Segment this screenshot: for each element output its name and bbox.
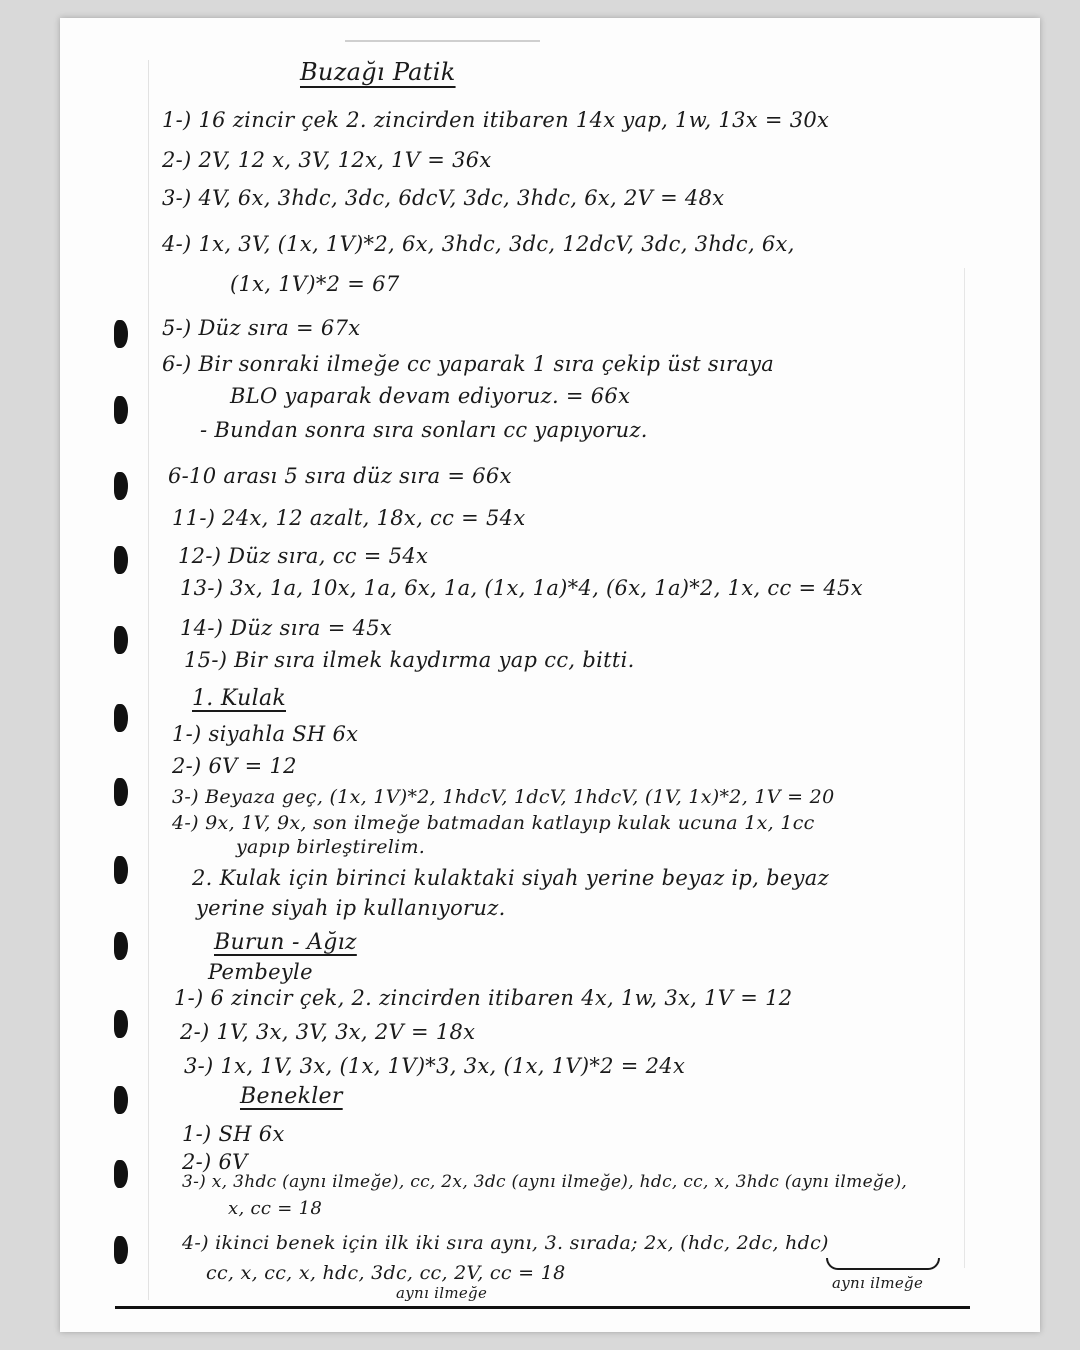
section-heading-spots: Benekler <box>240 1084 343 1109</box>
pattern-row-continued: (1x, 1V)*2 = 67 <box>230 272 400 296</box>
annotation-note: aynı ilmeğe <box>396 1284 488 1302</box>
binder-hole-icon <box>114 1010 128 1038</box>
binder-hole-icon <box>114 1236 128 1264</box>
binder-hole-icon <box>114 472 128 500</box>
pattern-row: 1-) 16 zincir çek 2. zincirden itibaren 14x yap, 1w, 13x = 30x <box>162 108 830 132</box>
binder-hole-icon <box>114 320 128 348</box>
left-margin-line <box>148 60 149 1300</box>
binder-hole-icon <box>114 1160 128 1188</box>
spots-row: 2-) 6V <box>182 1150 248 1174</box>
ear-note: 2. Kulak için birinci kulaktaki siyah yerine beyaz ip, beyaz <box>192 866 829 890</box>
nose-row: 3-) 1x, 1V, 3x, (1x, 1V)*3, 3x, (1x, 1V)*2 = 24x <box>184 1054 686 1078</box>
pattern-row: 14-) Düz sıra = 45x <box>180 616 393 640</box>
pattern-row: 3-) 4V, 6x, 3hdc, 3dc, 6dcV, 3dc, 3hdc, 6x, 2V = 48x <box>162 186 725 210</box>
binder-hole-icon <box>114 396 128 424</box>
pattern-row: 5-) Düz sıra = 67x <box>162 316 361 340</box>
pattern-row: 4-) 1x, 3V, (1x, 1V)*2, 6x, 3hdc, 3dc, 12dcV, 3dc, 3hdc, 6x, <box>162 232 795 256</box>
ear-note-continued: yerine siyah ip kullanıyoruz. <box>196 896 506 920</box>
bottom-rule <box>115 1306 970 1309</box>
ear-row: 3-) Beyaza geç, (1x, 1V)*2, 1hdcV, 1dcV, 1hdcV, (1V, 1x)*2, 1V = 20 <box>172 786 835 808</box>
binder-hole-icon <box>114 778 128 806</box>
spots-row-continued: cc, x, cc, x, hdc, 3dc, cc, 2V, cc = 18 <box>206 1262 566 1284</box>
pattern-row: 2-) 2V, 12 x, 3V, 12x, 1V = 36x <box>162 148 492 172</box>
binder-hole-icon <box>114 626 128 654</box>
spots-row-continued: x, cc = 18 <box>228 1198 323 1219</box>
brace-mark <box>826 1258 940 1270</box>
binder-hole-icon <box>114 932 128 960</box>
pattern-row: 6-10 arası 5 sıra düz sıra = 66x <box>168 464 512 488</box>
pattern-row: 6-) Bir sonraki ilmeğe cc yaparak 1 sıra çekip üst sıraya <box>162 352 775 376</box>
pattern-note: - Bundan sonra sıra sonları cc yapıyoruz. <box>200 418 648 442</box>
nose-row: 2-) 1V, 3x, 3V, 3x, 2V = 18x <box>180 1020 476 1044</box>
annotation-note: aynı ilmeğe <box>832 1274 924 1292</box>
ear-row: 4-) 9x, 1V, 9x, son ilmeğe batmadan katlayıp kulak ucuna 1x, 1cc <box>172 812 815 834</box>
pattern-row: 13-) 3x, 1a, 10x, 1a, 6x, 1a, (1x, 1a)*4, (6x, 1a)*2, 1x, cc = 45x <box>180 576 863 600</box>
section-heading-nose: Burun - Ağız <box>214 930 357 955</box>
binder-hole-icon <box>114 856 128 884</box>
pattern-row: 15-) Bir sıra ilmek kaydırma yap cc, bitti. <box>184 648 635 672</box>
binder-hole-icon <box>114 704 128 732</box>
spots-row: 3-) x, 3hdc (aynı ilmeğe), cc, 2x, 3dc (aynı ilmeğe), hdc, cc, x, 3hdc (aynı ilmeğe), <box>182 1172 908 1192</box>
spots-row: 4-) ikinci benek için ilk iki sıra aynı, 3. sırada; 2x, (hdc, 2dc, hdc) <box>182 1232 829 1254</box>
ear-row-continued: yapıp birleştirelim. <box>236 836 426 858</box>
pattern-row: 11-) 24x, 12 azalt, 18x, cc = 54x <box>172 506 526 530</box>
binder-hole-icon <box>114 546 128 574</box>
top-rule <box>345 40 540 42</box>
section-heading-ear: 1. Kulak <box>192 686 286 711</box>
spots-row: 1-) SH 6x <box>182 1122 285 1146</box>
binder-hole-icon <box>114 1086 128 1114</box>
pattern-row-continued: BLO yaparak devam ediyoruz. = 66x <box>230 384 631 408</box>
ear-row: 2-) 6V = 12 <box>172 754 297 778</box>
nose-row: 1-) 6 zincir çek, 2. zincirden itibaren 4x, 1w, 3x, 1V = 12 <box>174 986 793 1010</box>
ear-row: 1-) siyahla SH 6x <box>172 722 359 746</box>
page-title: Buzağı Patik <box>300 58 456 86</box>
nose-subheading: Pembeyle <box>208 960 313 984</box>
right-margin-line <box>964 268 965 1268</box>
pattern-row: 12-) Düz sıra, cc = 54x <box>178 544 429 568</box>
